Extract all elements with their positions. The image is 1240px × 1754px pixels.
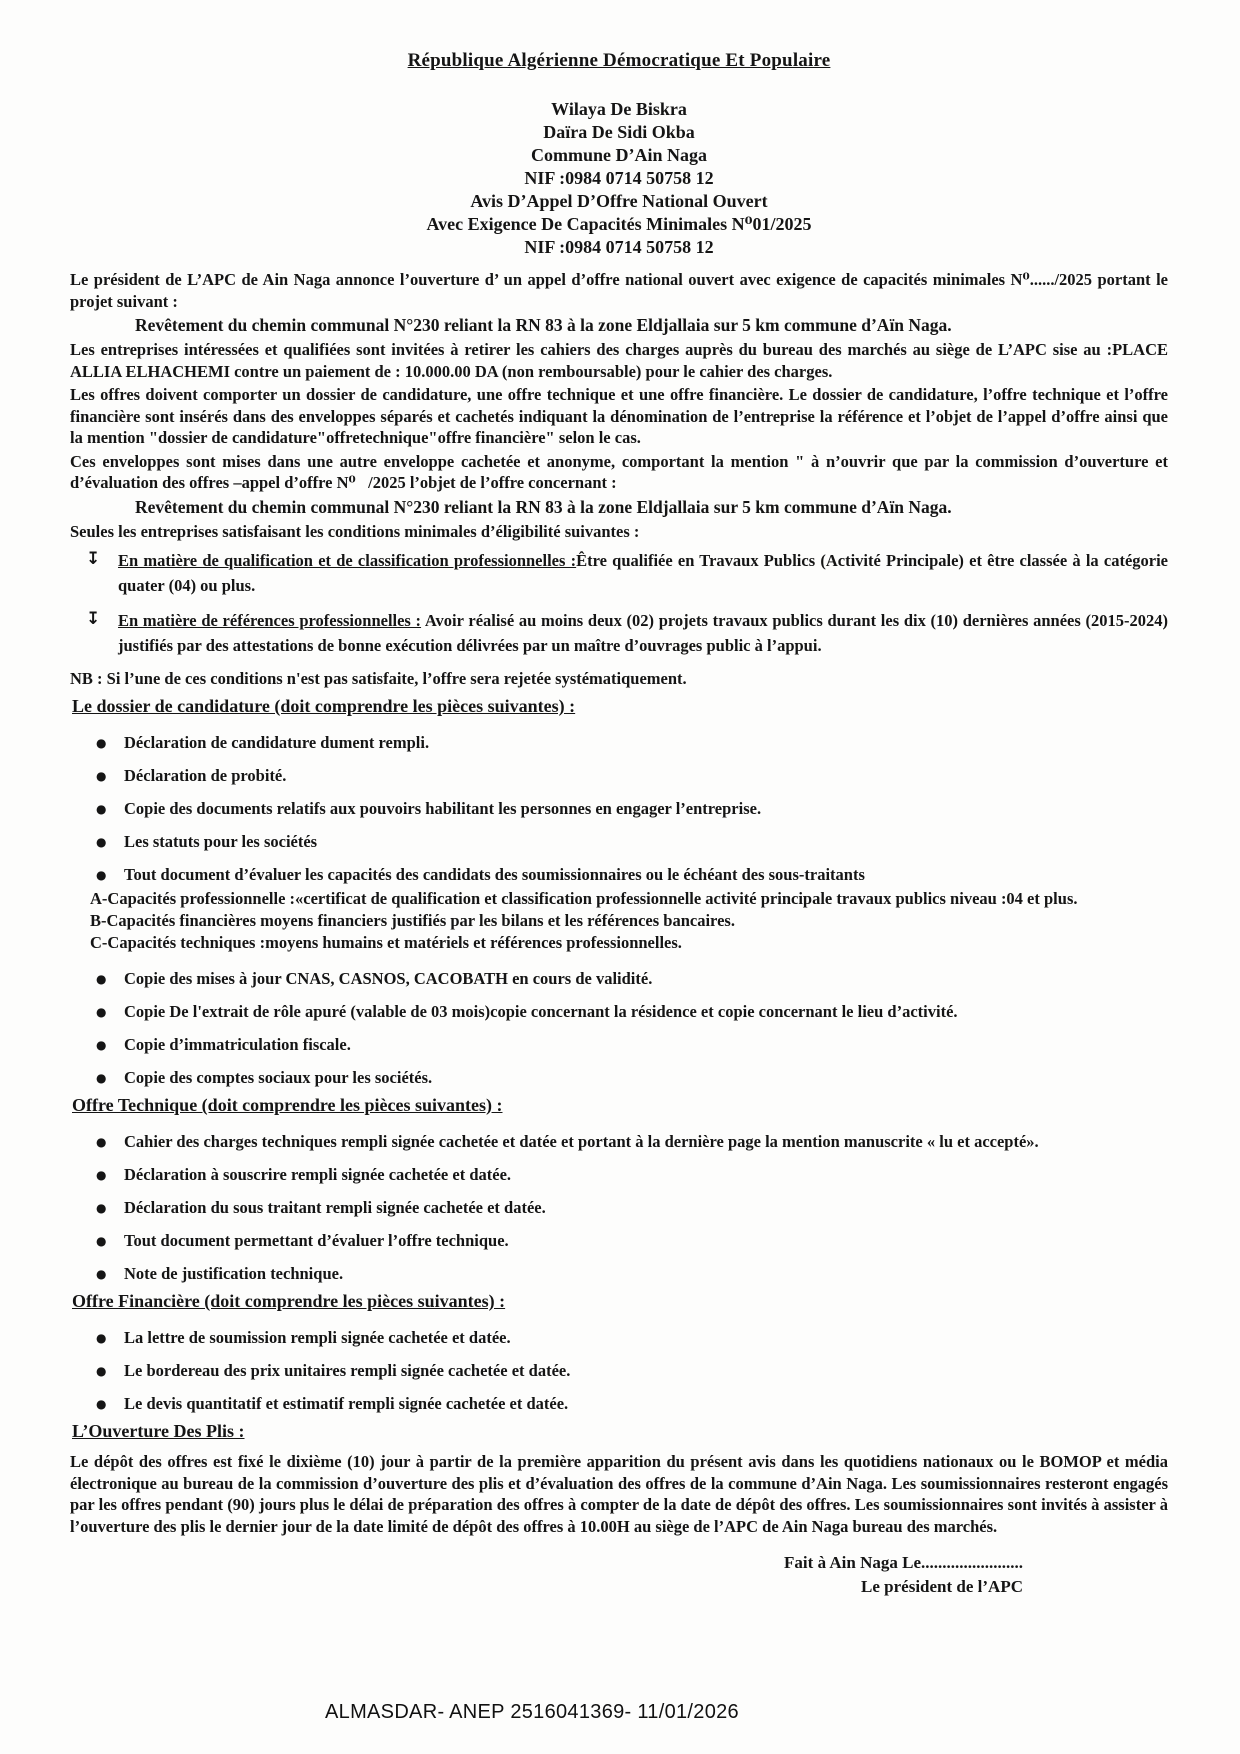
circle-bullet-icon: ● xyxy=(96,736,107,750)
list-item: ● Déclaration du sous traitant rempli signée cachetée et datée. xyxy=(96,1198,546,1217)
section-heading-candidature: Le dossier de candidature (doit comprendre les pièces suivantes) : xyxy=(72,696,576,716)
circle-bullet-icon: ● xyxy=(96,1331,107,1345)
project-title-1: Revêtement du chemin communal N°230 reliant la RN 83 à la zone Eldjallaia sur 5 km commune d’Aïn Naga. xyxy=(135,315,952,335)
intro-paragraph-1: Le président de L’APC de Ain Naga annonce l’ouverture d’ un appel d’offre national ouvert avec exigence de capacités minimales N⁰....../2025 portant le projet suivant : xyxy=(70,270,1168,311)
section-heading-offre-technique: Offre Technique (doit comprendre les pièces suivantes) : xyxy=(72,1095,503,1115)
header-line-wilaya: Wilaya De Biskra xyxy=(551,99,687,119)
circle-bullet-icon: ● xyxy=(96,1397,107,1411)
circle-bullet-icon: ● xyxy=(96,802,107,816)
eligibility-text xyxy=(118,608,1168,658)
circle-bullet-icon: ● xyxy=(96,1038,107,1052)
section-heading-offre-financiere: Offre Financière (doit comprendre les pièces suivantes) : xyxy=(72,1291,506,1311)
circle-bullet-icon: ● xyxy=(96,1234,107,1248)
circle-bullet-icon: ● xyxy=(96,769,107,783)
header-block xyxy=(70,98,1168,259)
section-heading-ouverture-des-plis: L’Ouverture Des Plis : xyxy=(72,1421,245,1441)
circle-bullet-icon: ● xyxy=(96,1071,107,1085)
project-title-2: Revêtement du chemin communal N°230 reliant la RN 83 à la zone Eldjallaia sur 5 km commune d’Aïn Naga. xyxy=(135,496,952,517)
down-anchor-bullet-icon: ↧ xyxy=(86,549,101,569)
circle-bullet-icon: ● xyxy=(96,1005,107,1019)
intro-paragraph-3: Les offres doivent comporter un dossier de candidature, une offre technique et une offre financière. Le dossier de candidature, l’offre technique et l’offre financière sont insérés dans des enveloppes séparés et cachetés indiquant la dénomination de l’entreprise la référence et l’objet de l’appel d’offre ainsi que la mention "dossier de candidature"offretechnique"offre financière" selon le cas. xyxy=(70,385,1168,447)
list-item: ● Le bordereau des prix unitaires rempli signée cachetée et datée. xyxy=(96,1361,571,1380)
list-item: ● Copie d’immatriculation fiscale. xyxy=(96,1035,351,1054)
circle-bullet-icon: ● xyxy=(96,1135,107,1149)
list-item: ● Copie des documents relatifs aux pouvoirs habilitant les personnes en engager l’entreprise. xyxy=(96,799,762,818)
eligibility-body: Être qualifiée en Travaux Publics (Activité Principale) et être classée à la catégorie quater (04) ou plus. xyxy=(118,551,1168,595)
intro-paragraph-4: Ces enveloppes sont mises dans une autre enveloppe cachetée et anonyme, comportant la mention " à n’ouvrir que par la commission d’ouverture et d’évaluation des offres –appel d’offre N⁰ /2025 l’objet de l’offre concernant : xyxy=(70,451,1168,492)
republic-title: République Algérienne Démocratique Et Populaire xyxy=(407,50,831,71)
eligibility-body: Avoir réalisé au moins deux (02) projets travaux publics durant les dix (10) dernières années (2015-2024) justifiés par des attestations de bonne exécution délivrées par un maître d’ouvrages public à l’appui. xyxy=(118,611,1168,655)
header-line-nif-2: NIF :0984 0714 50758 12 xyxy=(524,237,714,257)
down-anchor-bullet-icon: ↧ xyxy=(86,609,101,629)
signature-block xyxy=(70,1551,1023,1599)
list-item: ● Cahier des charges techniques rempli signée cachetée et datée et portant à la dernière page la mention manuscrite « lu et accepté». xyxy=(96,1132,1039,1151)
circle-bullet-icon: ● xyxy=(96,1267,107,1281)
technique-list xyxy=(96,1131,1168,1285)
intro-paragraph-2: Les entreprises intéressées et qualifiées sont invitées à retirer les cahiers des charges auprès du bureau des marchés au siège de L’APC sise au :PLACE ALLIA ELHACHEMI contre un paiement de : 10.000.00 DA (non remboursable) pour le cahier des charges. xyxy=(70,340,1168,381)
circle-bullet-icon: ● xyxy=(96,1168,107,1182)
circle-bullet-icon: ● xyxy=(96,868,107,882)
capacity-line-b: B-Capacités financières moyens financiers justifiés par les bilans et les références bancaires. xyxy=(90,911,735,930)
footer-anep-line: ALMASDAR- ANEP 2516041369- 11/01/2026 xyxy=(325,1701,739,1723)
ouverture-body: Le dépôt des offres est fixé le dixième (10) jour à partir de la première apparition du présent avis dans les quotidiens nationaux ou le BOMOP et média électronique au bureau de la commission d’ouverture des plis et d’évaluation des offres de la commune d’Ain Naga. Les soumissionnaires resteront engagés par les offres pendant (90) jours plus le délai de préparation des offres à compter de la date de dépôt des offres. Les soumissionnaires sont invités à assister à l’ouverture des plis le dernier jour de la date limité de dépôt des offres à 10.00H au siège de l’APC de Ain Naga bureau des marchés. xyxy=(70,1452,1168,1536)
header-line-nif-1: NIF :0984 0714 50758 12 xyxy=(524,168,714,188)
circle-bullet-icon: ● xyxy=(96,972,107,986)
circle-bullet-icon: ● xyxy=(96,835,107,849)
eligibility-item-qualification xyxy=(86,548,1168,598)
eligibility-intro: Seules les entreprises satisfaisant les conditions minimales d’éligibilité suivantes : xyxy=(70,521,640,541)
list-item: ● Copie De l'extrait de rôle apuré (valable de 03 mois)copie concernant la résidence et copie concernant le lieu d’activité. xyxy=(96,1002,958,1021)
list-item: ● La lettre de soumission rempli signée cachetée et datée. xyxy=(96,1328,511,1347)
circle-bullet-icon: ● xyxy=(96,1201,107,1215)
eligibility-label: En matière de qualification et de classification professionnelles : xyxy=(118,551,577,570)
list-item: ● Les statuts pour les sociétés xyxy=(96,832,318,851)
list-item: ● Copie des mises à jour CNAS, CASNOS, CACOBATH en cours de validité. xyxy=(96,969,653,988)
header-line-commune: Commune D’Ain Naga xyxy=(530,145,707,165)
eligibility-label: En matière de références professionnelles : xyxy=(118,611,422,630)
eligibility-text xyxy=(118,548,1168,598)
header-line-daira: Daïra De Sidi Okba xyxy=(543,122,695,142)
capacity-line-c: C-Capacités techniques :moyens humains et matériels et références professionnelles. xyxy=(90,933,682,952)
eligibility-item-references xyxy=(86,608,1168,658)
financiere-list xyxy=(96,1327,1168,1415)
signature-place-line: Fait à Ain Naga Le........................ xyxy=(784,1553,1023,1572)
header-line-avis: Avis D’Appel D’Offre National Ouvert xyxy=(470,191,768,211)
list-item: ● Déclaration de candidature dument rempli. xyxy=(96,733,430,752)
capacity-line-a: A-Capacités professionnelle :«certificat de qualification et classification professionnelle activité principale travaux publics niveau :04 et plus. xyxy=(90,889,1078,908)
header-line-exigence: Avec Exigence De Capacités Minimales N⁰01/2025 xyxy=(426,214,812,234)
list-item: ● Le devis quantitatif et estimatif rempli signée cachetée et datée. xyxy=(96,1394,569,1413)
list-item: ● Tout document d’évaluer les capacités des candidats des soumissionnaires ou le échéant des sous-traitants xyxy=(96,865,865,884)
signature-role-line: Le président de l’APC xyxy=(861,1577,1023,1596)
list-item: ● Copie des comptes sociaux pour les sociétés. xyxy=(96,1068,433,1087)
nb-note: NB : Si l’une de ces conditions n'est pas satisfaite, l’offre sera rejetée systématiquement. xyxy=(70,669,687,688)
circle-bullet-icon: ● xyxy=(96,1364,107,1378)
list-item: ● Déclaration de probité. xyxy=(96,766,287,785)
list-item: ● Tout document permettant d’évaluer l’offre technique. xyxy=(96,1231,509,1250)
list-item: ● Note de justification technique. xyxy=(96,1264,344,1283)
candidature-list-b xyxy=(96,968,1168,1089)
candidature-list-a xyxy=(96,732,1168,886)
list-item: ● Déclaration à souscrire rempli signée cachetée et datée. xyxy=(96,1165,512,1184)
